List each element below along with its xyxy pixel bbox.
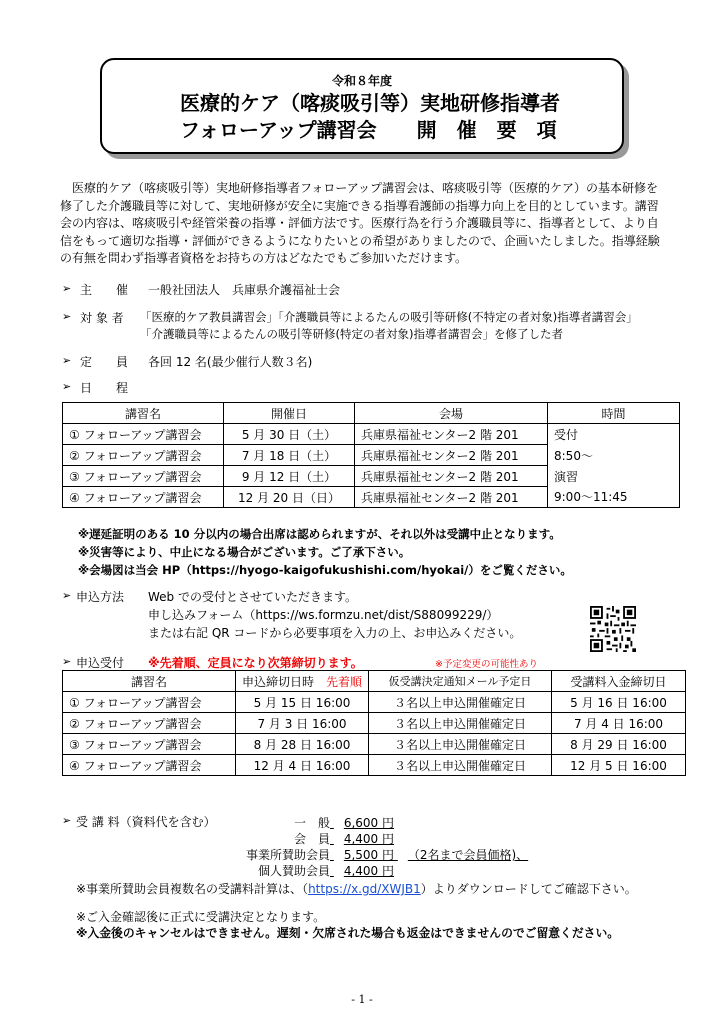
table-row <box>63 424 680 445</box>
column-header: 講習名 <box>63 403 224 424</box>
column-header: 仮受講決定通知メール予定日 <box>369 671 552 692</box>
intro-paragraph <box>60 180 700 268</box>
cell-time: 受付 <box>548 424 680 445</box>
cell-payment: 12 月 5 日 16:00 <box>552 755 686 776</box>
note-disaster: ※災害等により、中止になる場合がございます。ご了承下さい。 <box>78 545 411 559</box>
fee-item <box>234 814 404 831</box>
target-label: 対 象 者 <box>80 311 124 325</box>
reception-table <box>62 670 686 776</box>
fee-name: 一 般 <box>293 816 330 830</box>
arrow-bullet-icon: ➢ <box>62 814 72 827</box>
cell-venue: 兵庫県福祉センター2 階 201 <box>355 487 548 508</box>
table-header-row <box>63 403 680 424</box>
table-row <box>63 692 686 713</box>
arrow-bullet-icon: ➢ <box>62 380 72 393</box>
organizer-label: 主 催 <box>80 283 129 297</box>
reception-label: 申込受付 <box>76 656 125 670</box>
title-year: 令和８年度 <box>331 74 392 88</box>
arrow-bullet-icon: ➢ <box>62 589 72 602</box>
fee-note: （2名まで会員価格)、 <box>407 848 529 862</box>
fee-item <box>234 862 404 879</box>
intro-line: 修了した介護職員等に対して、実地研修が安全に実施できる指導看護師の指導力向上を目的としています。講習 <box>60 198 659 213</box>
cell-date: 7 月 18 日（土） <box>224 445 355 466</box>
cell-deadline: 7 月 3 日 16:00 <box>236 713 369 734</box>
table-row <box>63 466 680 487</box>
fee-name: 会 員 <box>293 832 330 846</box>
table-header-row <box>63 671 686 692</box>
fee-download-prefix: ※事業所賛助会員複数名の受講料計算は、（ <box>76 882 309 896</box>
table-row <box>63 713 686 734</box>
cell-notice: ３名以上申込開催確定日 <box>369 755 552 776</box>
target-line-2: 「介護職員等によるたんの吸引等研修(特定の者対象)指導者講習会」を修了した者 <box>140 327 563 341</box>
cell-deadline: 5 月 15 日 16:00 <box>236 692 369 713</box>
arrow-bullet-icon: ➢ <box>62 310 72 323</box>
cell-course: ① フォローアップ講習会 <box>63 424 224 445</box>
cell-venue: 兵庫県福祉センター2 階 201 <box>355 466 548 487</box>
table-row <box>63 755 686 776</box>
note-map: ※会場図は当会 HP（https://hyogo-kaigofukushishi.com/hyokai/）をご覧ください。 <box>78 563 572 577</box>
apply-form-link[interactable]: 申し込みフォーム（https://ws.formzu.net/dist/S88099229/） <box>148 608 499 622</box>
cell-payment: 5 月 16 日 16:00 <box>552 692 686 713</box>
first-come-label: 先着順 <box>326 674 363 689</box>
cell-course: ② フォローアップ講習会 <box>63 445 224 466</box>
table-row <box>63 734 686 755</box>
reception-notice: ※先着順、定員になり次第締切ります。 <box>148 656 363 670</box>
cell-notice: ３名以上申込開催確定日 <box>369 713 552 734</box>
cell-course: ④ フォローアップ講習会 <box>63 755 236 776</box>
column-header <box>236 671 369 692</box>
fee-name: 個人賛助会員 <box>257 864 330 878</box>
qr-code-icon[interactable] <box>590 606 636 652</box>
cell-payment: 7 月 4 日 16:00 <box>552 713 686 734</box>
title-line-1: 医療的ケア（喀痰吸引等）実地研修指導者 <box>180 91 560 115</box>
reception-small-notice: ※予定変更の可能性あり <box>435 659 538 670</box>
fee-item <box>234 846 544 863</box>
page-number: - 1 - <box>351 993 373 1006</box>
cell-payment: 8 月 29 日 16:00 <box>552 734 686 755</box>
intro-line: 医療的ケア（喀痰吸引等）実地研修指導者フォローアップ講習会は、喀痰吸引等（医療的ケア）の基本研修を <box>72 181 658 195</box>
intro-line: の有無を問わず指導者資格をお持ちの方はどなたでもご参加いただけます。 <box>60 251 468 265</box>
title-line-2: フォローアップ講習会 開 催 要 項 <box>180 118 557 142</box>
cell-course: ④ フォローアップ講習会 <box>63 487 224 508</box>
intro-line: 信をもって適切な指導・評価ができるようになりたいとの希望がありましたので、企画いたしました。指導経験 <box>60 233 660 248</box>
column-header: 会場 <box>355 403 548 424</box>
cell-time: 演習 <box>548 466 680 487</box>
note-late: ※遅延証明のある 10 分以内の場合出席は認められますが、それ以外は受講中止となります。 <box>78 527 561 541</box>
cell-course: ③ フォローアップ講習会 <box>63 734 236 755</box>
arrow-bullet-icon: ➢ <box>62 354 72 367</box>
column-header: 開催日 <box>224 403 355 424</box>
note-no-refund: ※入金後のキャンセルはできません。遅刻・欠席された場合も返金はできませんのでご留意ください。 <box>76 926 620 940</box>
cell-deadline: 12 月 4 日 16:00 <box>236 755 369 776</box>
cell-date: 12 月 20 日（日） <box>224 487 355 508</box>
cell-notice: ３名以上申込開催確定日 <box>369 734 552 755</box>
title-box <box>100 58 624 154</box>
cell-course: ③ フォローアップ講習会 <box>63 466 224 487</box>
cell-time: 9:00～11:45 <box>548 487 680 508</box>
cell-course: ① フォローアップ講習会 <box>63 692 236 713</box>
fee-price: 6,600 円 <box>343 816 394 830</box>
capacity-label: 定 員 <box>80 355 129 369</box>
column-header: 時間 <box>548 403 680 424</box>
note-payment-confirm: ※ご入金確認後に正式に受講決定となります。 <box>76 910 326 924</box>
capacity-value: 各回 12 名(最少催行人数３名) <box>148 355 313 369</box>
fee-download-suffix: ）よりダウンロードしてご確認下さい。 <box>420 882 637 896</box>
cell-time: 8:50～ <box>548 445 680 466</box>
arrow-bullet-icon: ➢ <box>62 655 72 668</box>
column-header: 講習名 <box>63 671 236 692</box>
apply-line-1: Web での受付とさせていただきます。 <box>148 590 358 604</box>
apply-line-3: または右記 QR コードから必要事項を入力の上、お申込みください。 <box>148 626 522 640</box>
fee-price: 4,400 円 <box>343 864 394 878</box>
apply-label: 申込方法 <box>76 590 125 604</box>
fee-download-link[interactable]: https://x.gd/XWJB1 <box>308 882 421 896</box>
fee-item <box>234 830 404 847</box>
table-row <box>63 445 680 466</box>
cell-venue: 兵庫県福祉センター2 階 201 <box>355 424 548 445</box>
table-row <box>63 487 680 508</box>
intro-line: 会の内容は、喀痰吸引や経管栄養の指導・評価方法です。医療行為を行う介護職員等に、指導者として、より自 <box>60 216 659 230</box>
fee-price: 5,500 円 <box>343 848 394 862</box>
deadline-header: 申込締切日時 <box>242 674 315 689</box>
cell-course: ② フォローアップ講習会 <box>63 713 236 734</box>
fee-label: 受 講 料（資料代を含む） <box>76 815 216 829</box>
fee-price: 4,400 円 <box>343 832 394 846</box>
schedule-table <box>62 402 680 508</box>
organizer-value: 一般社団法人 兵庫県介護福祉士会 <box>148 283 341 297</box>
target-line-1: 「医療的ケア教員講習会」「介護職員等によるたんの吸引等研修(不特定の者対象)指導者講習会」 <box>140 310 638 324</box>
cell-venue: 兵庫県福祉センター2 階 201 <box>355 445 548 466</box>
cell-deadline: 8 月 28 日 16:00 <box>236 734 369 755</box>
fee-name: 事業所賛助会員 <box>245 848 330 862</box>
cell-date: 5 月 30 日（土） <box>224 424 355 445</box>
fee-download-note <box>76 880 637 897</box>
arrow-bullet-icon: ➢ <box>62 282 72 295</box>
cell-notice: ３名以上申込開催確定日 <box>369 692 552 713</box>
column-header: 受講料入金締切日 <box>552 671 686 692</box>
schedule-label: 日 程 <box>80 381 129 395</box>
cell-date: 9 月 12 日（土） <box>224 466 355 487</box>
